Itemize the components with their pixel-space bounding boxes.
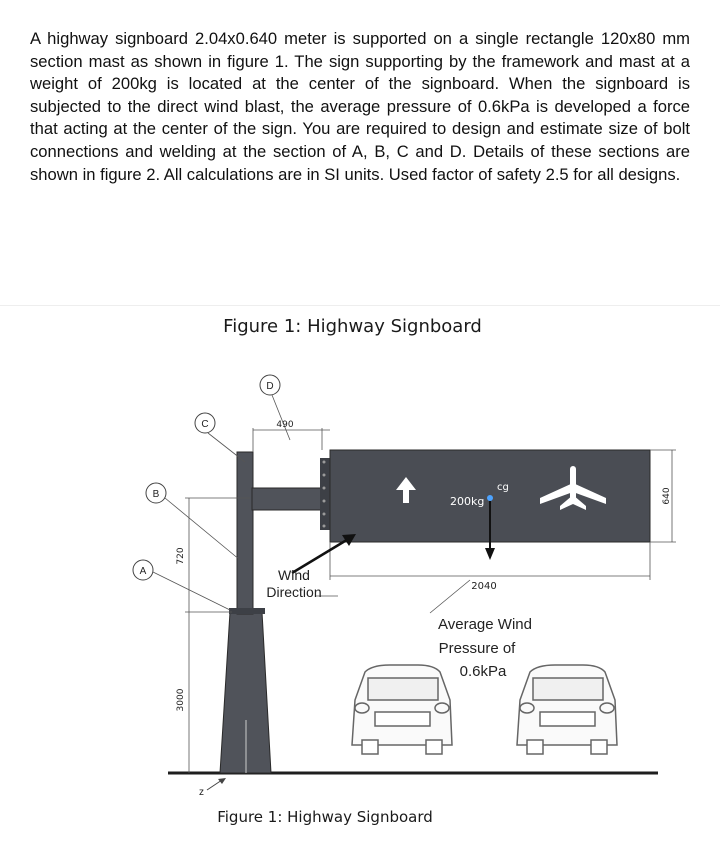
- figure-title: Figure 1: Highway Signboard: [223, 316, 482, 337]
- label-b: B: [152, 489, 160, 500]
- label-a: A: [139, 566, 147, 577]
- dim-490: 490: [276, 420, 294, 430]
- dim-3000: 3000: [176, 688, 186, 712]
- label-pressure-1: Average Wind: [438, 616, 532, 633]
- label-d: D: [266, 381, 274, 392]
- label-wind-2: Direction: [266, 584, 322, 600]
- car-right: [517, 665, 617, 754]
- label-cg: cg: [497, 482, 509, 493]
- label-pressure-3: 0.6kPa: [459, 663, 507, 680]
- dim-720: 720: [176, 547, 186, 565]
- label-weight: 200kg: [450, 495, 485, 508]
- label-pressure-2: Pressure of: [438, 640, 516, 657]
- dim-640: 640: [662, 487, 672, 505]
- car-left: [352, 665, 452, 754]
- connection-plate: [229, 608, 265, 614]
- problem-statement: A highway signboard 2.04x0.640 meter is supported on a single rectangle 120x80 mm section mast as shown in figure 1. The sign supporting by the framework and mast at a weight of 200kg is located at the center of the signboard. When the signboard is subjected to the direct wind blast, the average pressure of 0.6kPa is developed a force that acting at the center of the sign. You are required to design and estimate size of bolt connections and welding at the section of A, B, C and D. Details of these sections are shown in figure 2. All calculations are in SI units. Used factor of safety 2.5 for all designs.: [30, 29, 690, 184]
- label-wind-1: Wind: [278, 567, 310, 583]
- figure-caption: Figure 1: Highway Signboard: [217, 808, 433, 826]
- mast-upper: [237, 452, 253, 614]
- horizontal-arm: [252, 488, 322, 510]
- label-c: C: [201, 419, 209, 430]
- cg-point: [487, 495, 493, 501]
- label-z: z: [199, 787, 204, 798]
- dim-2040: 2040: [471, 581, 497, 592]
